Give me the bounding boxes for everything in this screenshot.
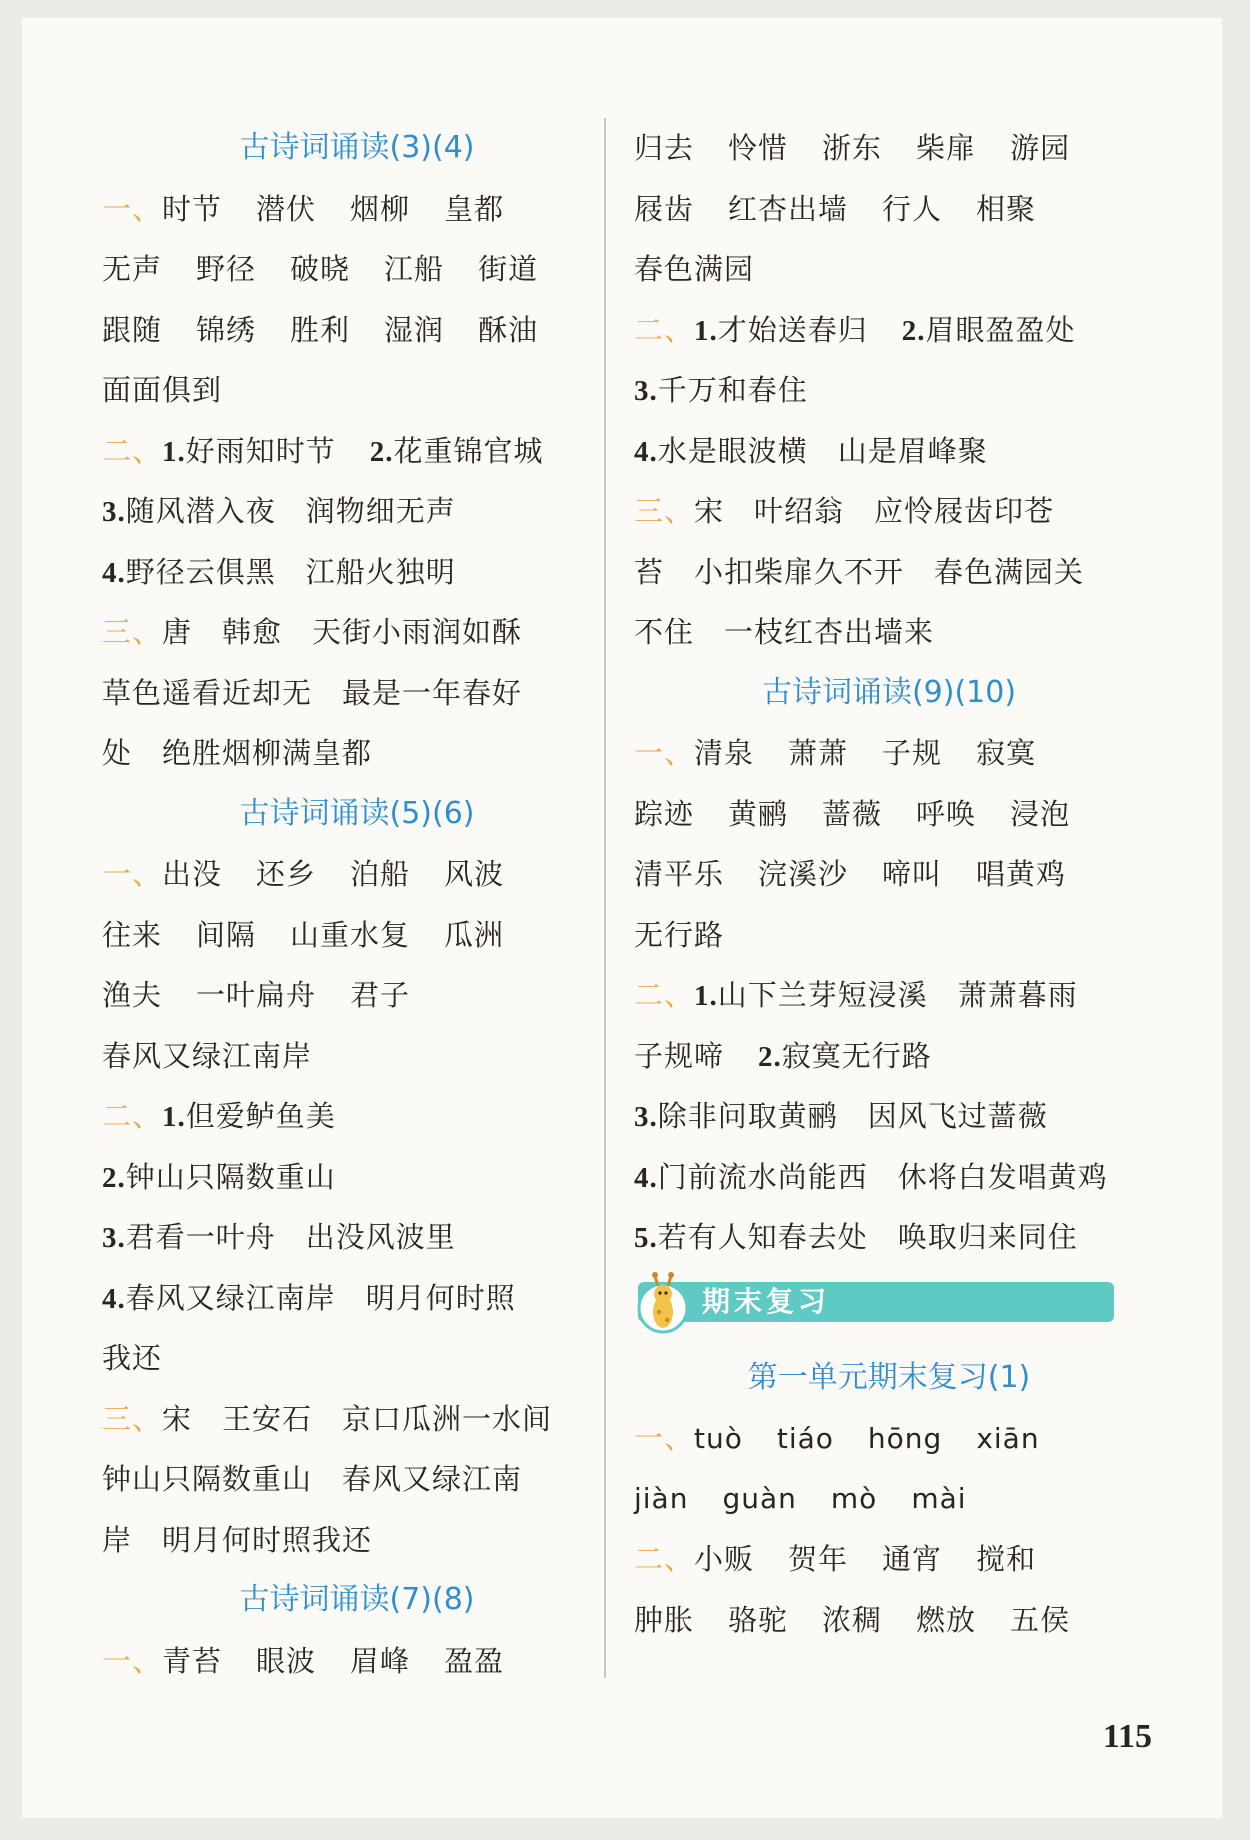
- banner-bar: [638, 1282, 1114, 1322]
- answer-line: 清平乐 浣溪沙 啼叫 唱黄鸡: [634, 857, 1067, 891]
- answer-line: 跟随 锦绣 胜利 湿润 酥油: [102, 312, 539, 347]
- answer-line: 一、时节 潜伏 烟柳 皇都: [102, 191, 505, 226]
- giraffe-icon: [634, 1268, 692, 1338]
- answer-line: 无行路: [634, 917, 725, 952]
- answer-line: 往来 间隔 山重水复 瓜洲: [102, 917, 505, 952]
- answer-line: 踪迹 黄鹂 蔷薇 呼唤 浸泡: [634, 796, 1071, 831]
- answer-page: [22, 18, 1222, 1818]
- answer-line: 3.随风潜入夜 润物细无声: [102, 494, 456, 528]
- answer-line: 面面俱到: [102, 373, 223, 407]
- section-heading: 古诗词诵读(7)(8): [239, 1582, 475, 1617]
- banner-title: 期末复习: [702, 1284, 831, 1318]
- section-heading: 古诗词诵读(3)(4): [239, 130, 475, 165]
- answer-line: 一、清泉 萧萧 子规 寂寞: [634, 736, 1037, 770]
- answer-line: 4.门前流水尚能西 休将白发唱黄鸡: [634, 1159, 1108, 1194]
- answer-line: 2.钟山只隔数重山: [102, 1159, 336, 1194]
- answer-line: 5.若有人知春去处 唤取归来同住: [634, 1220, 1078, 1254]
- answer-line: 不住 一枝红杏出墙来: [634, 615, 935, 649]
- answer-line: 无声 野径 破晓 江船 街道: [102, 252, 539, 286]
- answer-line: 二、1.山下兰芽短浸溪 萧萧暮雨: [634, 978, 1078, 1012]
- left-column: [102, 118, 612, 1691]
- answer-line: 渔夫 一叶扁舟 君子: [102, 978, 411, 1012]
- answer-line: 二、1.才始送春归 2.眉眼盈盈处: [634, 312, 1076, 347]
- answer-line: 钟山只隔数重山 春风又绿江南: [102, 1462, 523, 1496]
- answer-line: 三、宋 王安石 京口瓜洲一水间: [102, 1401, 553, 1436]
- answer-line: 归去 怜惜 浙东 柴扉 游园: [634, 131, 1071, 165]
- answer-line: 4.野径云俱黑 江船火独明: [102, 554, 456, 589]
- answer-line: 处 绝胜烟柳满皇都: [102, 736, 373, 770]
- answer-line: 屐齿 红杏出墙 行人 相聚: [634, 191, 1037, 226]
- answer-line: 岸 明月何时照我还: [102, 1522, 373, 1557]
- answer-line: 3.除非问取黄鹂 因风飞过蔷薇: [634, 1099, 1048, 1133]
- answer-line: 春色满园: [634, 252, 755, 286]
- section-heading: 古诗词诵读(5)(6): [239, 795, 475, 831]
- answer-line: 二、1.好雨知时节 2.花重锦官城: [102, 433, 544, 468]
- right-column: [634, 118, 1144, 1650]
- answer-line: 二、小贩 贺年 通宵 搅和: [634, 1542, 1037, 1576]
- answer-line: 我还: [102, 1341, 163, 1375]
- section-heading: 古诗词诵读(9)(10): [761, 674, 1017, 710]
- answer-line: 3.君看一叶舟 出没风波里: [102, 1220, 456, 1254]
- answer-line: 三、唐 韩愈 天街小雨润如酥: [102, 615, 523, 649]
- answer-line: 4.水是眼波横 山是眉峰聚: [634, 433, 988, 468]
- answer-line: 肿胀 骆驼 浓稠 燃放 五侯: [634, 1602, 1071, 1637]
- answer-line: 3.千万和春住: [634, 373, 808, 407]
- answer-line: 二、1.但爱鲈鱼美: [102, 1099, 336, 1133]
- answer-line: 一、出没 还乡 泊船 风波: [102, 857, 505, 891]
- answer-line: jiàn guàn mò mài: [634, 1481, 967, 1515]
- answer-line: 一、tuò tiáo hōng xiān: [634, 1421, 1040, 1455]
- answer-line: 一、青苔 眼波 眉峰 盈盈: [102, 1643, 505, 1678]
- answer-line: 4.春风又绿江南岸 明月何时照: [102, 1280, 516, 1315]
- page-number: 115: [1102, 1718, 1152, 1755]
- answer-line: 草色遥看近却无 最是一年春好: [102, 675, 523, 710]
- answer-line: 子规啼 2.寂寞无行路: [634, 1038, 932, 1073]
- answer-line: 苔 小扣柴扉久不开 春色满园关: [634, 554, 1085, 589]
- final-review-banner: [634, 1268, 1144, 1348]
- answer-line: 春风又绿江南岸: [102, 1038, 313, 1073]
- section-heading: 第一单元期末复习(1): [747, 1359, 1031, 1395]
- answer-line: 三、宋 叶绍翁 应怜屐齿印苍: [634, 494, 1055, 528]
